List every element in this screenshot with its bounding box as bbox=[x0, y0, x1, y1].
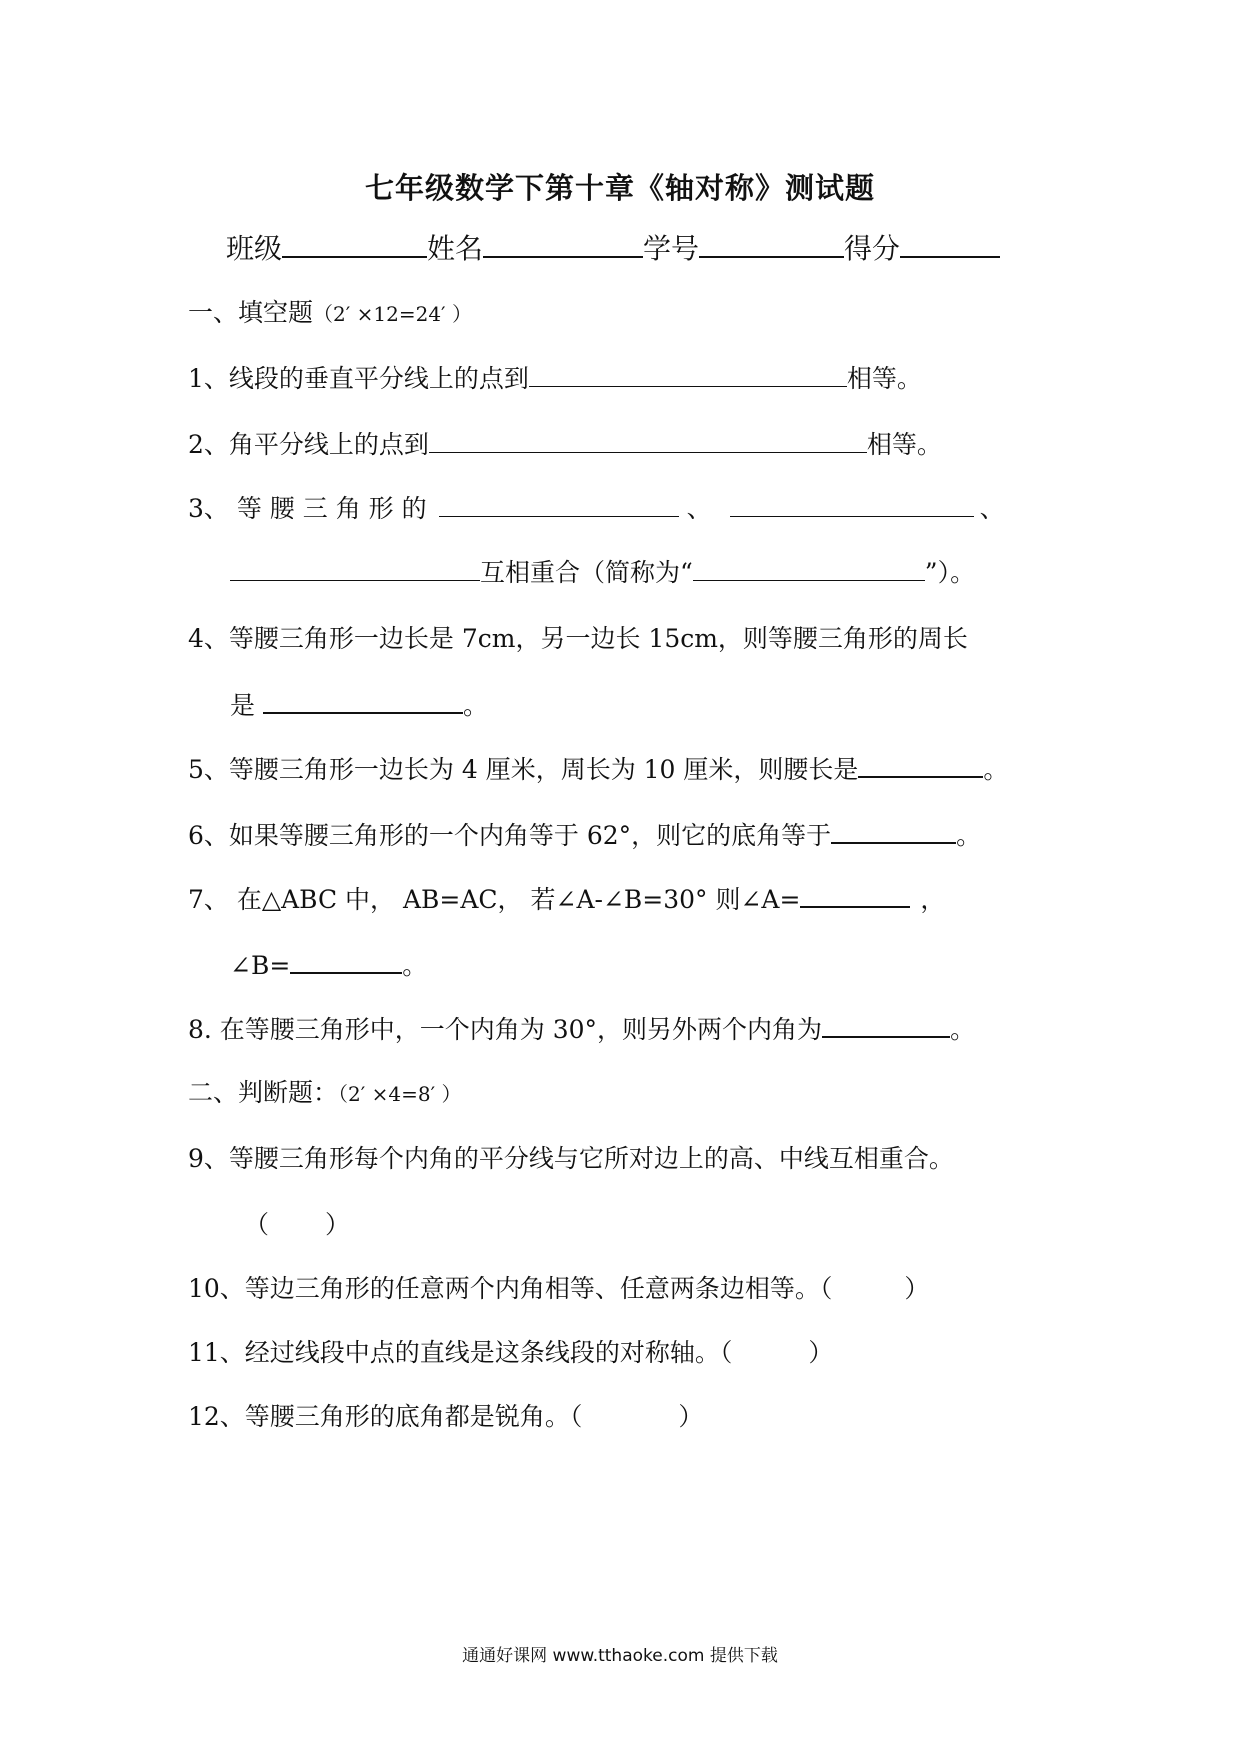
question-11-close-paren: ） bbox=[808, 1338, 834, 1367]
question-3-blank-2[interactable] bbox=[730, 492, 974, 517]
question-2-end: 相等。 bbox=[866, 430, 942, 459]
question-3-line-1 bbox=[188, 492, 1005, 526]
question-9-open-paren: （ bbox=[244, 1210, 270, 1239]
question-7-blank-a[interactable] bbox=[800, 882, 910, 908]
question-7-line-2 bbox=[230, 948, 427, 983]
question-8-text: 8. 在等腰三角形中，一个内角为 30°，则另外两个内角为 bbox=[188, 1015, 823, 1044]
question-4-end: 。 bbox=[463, 691, 489, 720]
question-4-line-1: 4、等腰三角形一边长是 7cm，另一边长 15cm，则等腰三角形的周长 bbox=[188, 624, 968, 653]
question-12-text: 12、等腰三角形的底角都是锐角。（ bbox=[188, 1402, 583, 1431]
page-title: 七年级数学下第十章《轴对称》测试题 bbox=[364, 171, 875, 205]
question-3-blank-4[interactable] bbox=[693, 556, 925, 581]
footer-source: 通通好课网 www.tthaoke.com 提供下载 bbox=[462, 1646, 778, 1666]
question-5 bbox=[188, 752, 1008, 787]
question-5-end: 。 bbox=[983, 755, 1009, 784]
section-1-points: （2′ ×12=24′ ） bbox=[313, 302, 472, 326]
question-5-blank[interactable] bbox=[858, 752, 983, 778]
number-blank[interactable] bbox=[699, 232, 844, 258]
question-7-b-label: ∠B= bbox=[230, 951, 291, 980]
section-1-heading bbox=[188, 296, 472, 331]
question-11-text: 11、经过线段中点的直线是这条线段的对称轴。（ bbox=[188, 1338, 733, 1367]
score-label: 得分 bbox=[844, 232, 901, 265]
question-6-end: 。 bbox=[956, 821, 982, 850]
question-8-blank[interactable] bbox=[822, 1012, 950, 1038]
question-5-text: 5、等腰三角形一边长为 4 厘米，周长为 10 厘米，则腰长是 bbox=[188, 755, 859, 784]
name-label: 姓名 bbox=[427, 232, 484, 265]
question-3-mid: 互相重合（简称为“ bbox=[480, 558, 693, 587]
question-7-comma: ， bbox=[920, 885, 946, 914]
section-1-title: 一、填空题 bbox=[188, 298, 314, 327]
question-9-close-paren: ） bbox=[325, 1210, 351, 1239]
question-4-line-2 bbox=[230, 688, 488, 723]
question-3-end: ”）。 bbox=[924, 558, 976, 587]
question-10 bbox=[188, 1272, 929, 1306]
question-2 bbox=[188, 428, 942, 462]
question-9-line-1: 9、等腰三角形每个内角的平分线与它所对边上的高、中线互相重合。 bbox=[188, 1144, 954, 1173]
name-blank[interactable] bbox=[483, 232, 643, 258]
question-1-end: 相等。 bbox=[846, 364, 922, 393]
section-2-heading bbox=[188, 1076, 462, 1111]
question-3-line-2 bbox=[230, 556, 975, 590]
question-7-line-1 bbox=[188, 882, 945, 917]
number-label: 学号 bbox=[643, 232, 700, 265]
question-9-answer bbox=[244, 1208, 350, 1242]
question-8-end: 。 bbox=[950, 1015, 976, 1044]
question-12-close-paren: ） bbox=[678, 1402, 704, 1431]
class-label: 班级 bbox=[226, 232, 283, 265]
question-2-text: 2、角平分线上的点到 bbox=[188, 430, 429, 459]
question-3-sep-1: 、 bbox=[686, 494, 712, 523]
question-1-blank[interactable] bbox=[529, 362, 847, 387]
question-3-blank-1[interactable] bbox=[439, 492, 679, 517]
question-3-sep-2: 、 bbox=[979, 494, 1005, 523]
section-2-points: （2′ ×4=8′ ） bbox=[338, 1082, 462, 1106]
question-1 bbox=[188, 362, 922, 396]
question-4-text: 是 bbox=[230, 691, 256, 720]
question-3-text: 3、 等 腰 三 角 形 的 bbox=[188, 494, 427, 523]
question-7-blank-b[interactable] bbox=[290, 948, 402, 974]
question-11 bbox=[188, 1336, 833, 1370]
question-6 bbox=[188, 818, 981, 853]
question-10-close-paren: ） bbox=[904, 1274, 930, 1303]
question-7-end: 。 bbox=[402, 951, 428, 980]
question-8 bbox=[188, 1012, 975, 1047]
question-6-blank[interactable] bbox=[831, 818, 956, 844]
score-blank[interactable] bbox=[900, 232, 1000, 258]
question-4-blank[interactable] bbox=[263, 688, 463, 714]
question-1-text: 1、线段的垂直平分线上的点到 bbox=[188, 364, 529, 393]
question-12 bbox=[188, 1400, 703, 1434]
question-10-text: 10、等边三角形的任意两个内角相等、任意两条边相等。（ bbox=[188, 1274, 833, 1303]
question-6-text: 6、如果等腰三角形的一个内角等于 62°，则它的底角等于 bbox=[188, 821, 832, 850]
section-2-title: 二、判断题： bbox=[188, 1078, 339, 1107]
student-info-row bbox=[226, 232, 1000, 266]
question-2-blank[interactable] bbox=[429, 428, 867, 453]
question-7-text: 7、 在△ABC 中， AB=AC， 若∠A-∠B=30° 则∠A= bbox=[188, 885, 801, 914]
question-3-blank-3[interactable] bbox=[230, 556, 480, 581]
class-blank[interactable] bbox=[282, 232, 427, 258]
